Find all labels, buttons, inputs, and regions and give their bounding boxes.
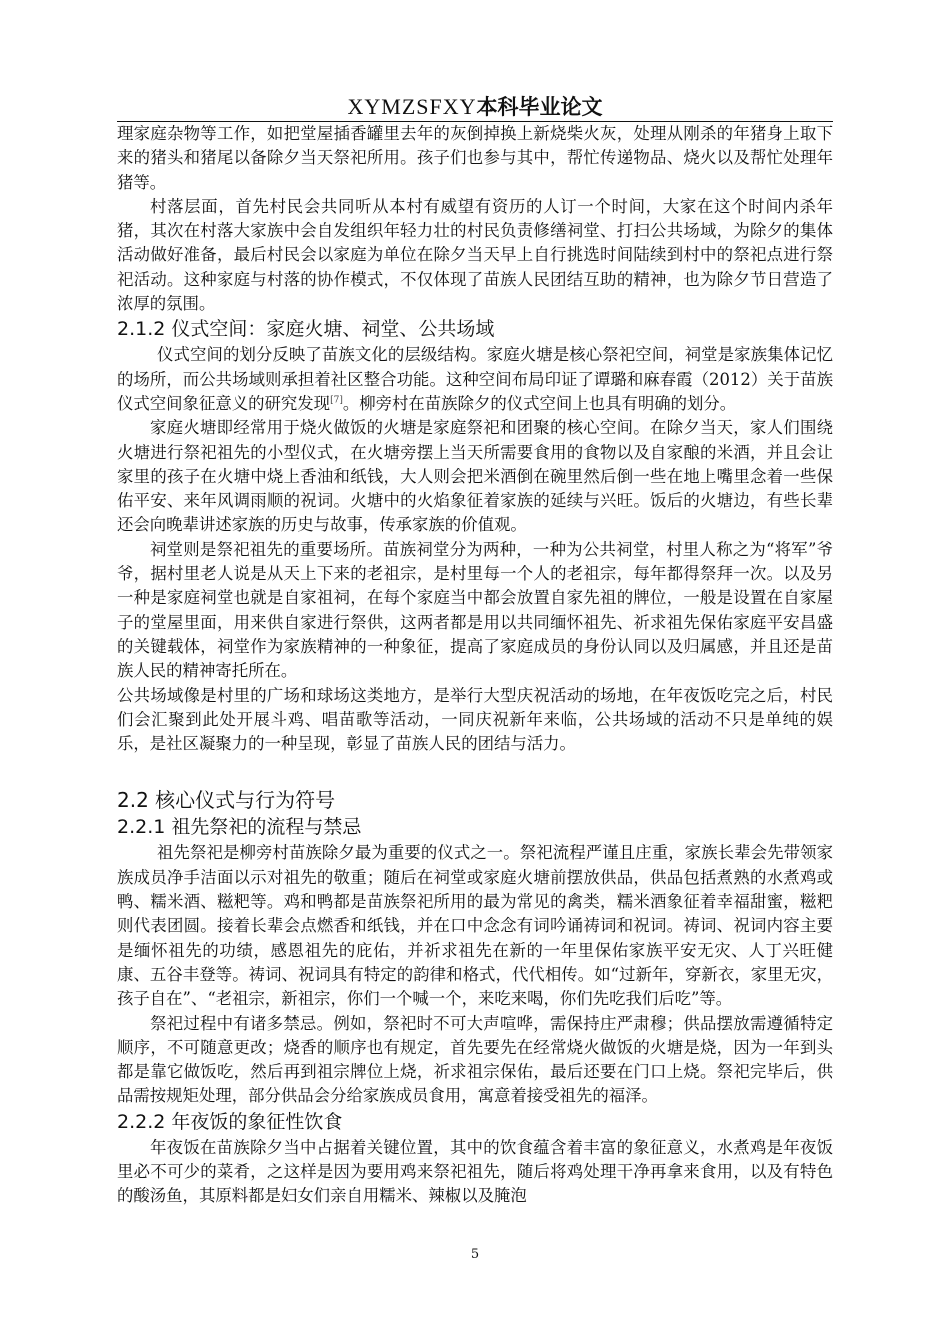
- paragraph-ritual-space-text-a: 仪式空间的划分反映了苗族文化的层级结构。家庭火塘是核心祭祀空间，祠堂是家族集体记忆的场所，而公共场域则承担着社区整合功能。这种空间布局印证了谭璐和麻春霞（2012）关于苗族仪式空间象征意义的研究发现: [117, 345, 833, 413]
- running-header: [117, 93, 833, 122]
- paragraph-ancestral-hall: 祠堂则是祭祀祖先的重要场所。苗族祠堂分为两种，一种为公共祠堂，村里人称之为“将军”爷爷，据村里老人说是从天上下来的老祖宗，是村里每一个人的老祖宗，每年都得祭拜一次。以及另一种是家庭祠堂也就是自家祖祠，在每个家庭当中都会放置自家先祖的牌位，一般是设置在自家屋子的堂屋里面，用来供自家进行祭供，这两者都是用以共同缅怀祖先、祈求祖先保佑家庭平安昌盛的关键载体，祠堂作为家族精神的一种象征，提高了家庭成员的身份认同以及归属感，并且还是苗族人民的精神寄托所在。: [117, 539, 833, 681]
- paragraph-ritual-space: [117, 343, 833, 416]
- section-heading-2-2-1: 2.2.1 祖先祭祀的流程与禁忌: [117, 816, 362, 839]
- header-title: 本科毕业论文: [476, 95, 603, 119]
- page-number: 5: [470, 1247, 480, 1262]
- paragraph-family-hearth: 家庭火塘即经常用于烧火做饭的火塘是家庭祭祀和团聚的核心空间。在除夕当天，家人们围绕火塘进行祭祀祖先的小型仪式，在火塘旁摆上当天所需要食用的食物以及自家酿的米酒，并且会让家里的孩子在火塘中烧上香油和纸钱，大人则会把米酒倒在碗里然后倒一些在地上嘴里念着一些保佑平安、来年风调雨顺的祝词。火塘中的火焰象征着家族的延续与兴旺。饭后的火塘边，有些长辈还会向晚辈讲述家族的历史与故事，传承家族的价值观。: [117, 418, 833, 535]
- paragraph-ritual-space-text-b: 。柳旁村在苗族除夕的仪式空间上也具有明确的划分。: [342, 393, 737, 413]
- body-text: [117, 122, 833, 1209]
- citation-reference: [7]: [330, 395, 343, 406]
- section-spacer: [117, 756, 833, 786]
- paragraph-taboos: 祭祀过程中有诸多禁忌。例如，祭祀时不可大声喧哗，需保持庄严肃穆；供品摆放需遵循特定顺序，不可随意更改；烧香的顺序也有规定，首先要先在经常烧火做饭的火塘是烧，因为一年到头都是靠它做饭吃，然后再到祖宗牌位上烧，祈求祖宗保佑，最后还要在门口上烧。祭祀完毕后，供品需按规矩处理，部分供品会分给家族成员食用，寓意着接受祖先的福泽。: [117, 1013, 833, 1106]
- header-code: XYMZSFXY: [347, 94, 477, 119]
- paragraph-new-year-dinner: 年夜饭在苗族除夕当中占据着关键位置，其中的饮食蕴含着丰富的象征意义，水煮鸡是年夜饭里必不可少的菜肴，之这样是因为要用鸡来祭祀祖先，随后将鸡处理干净再拿来食用，以及有特色的酸汤鱼，其原料都是妇女们亲自用糯米、辣椒以及腌泡: [117, 1137, 833, 1206]
- section-heading-2-2-2: 2.2.2 年夜饭的象征性饮食: [117, 1110, 343, 1133]
- section-heading-2-2: 2.2 核心仪式与行为符号: [117, 788, 336, 813]
- section-heading-2-1-2: 2.1.2 仪式空间：家庭火塘、祠堂、公共场域: [117, 318, 495, 341]
- paragraph-continued: 理家庭杂物等工作，如把堂屋插香罐里去年的灰倒掉换上新烧柴火灰，处理从刚杀的年猪身上取下来的猪头和猪尾以备除夕当天祭祀所用。孩子们也参与其中，帮忙传递物品、烧火以及帮忙处理年猪等。: [117, 124, 833, 192]
- paragraph-ancestor-worship: 祖先祭祀是柳旁村苗族除夕最为重要的仪式之一。祭祀流程严谨且庄重，家族长辈会先带领家族成员净手洁面以示对祖先的敬重；随后在祠堂或家庭火塘前摆放供品，供品包括煮熟的水煮鸡或鸭、糯米酒、糍粑等。鸡和鸭都是苗族祭祀所用的最为常见的禽类，糯米酒象征着幸福甜蜜，糍粑则代表团圆。接着长辈会点燃香和纸钱，并在口中念念有词吟诵祷词和祝词。祷词、祝词内容主要是缅怀祖先的功绩，感恩祖先的庇佑，并祈求祖先在新的一年里保佑家族平安无灾、人丁兴旺健康、五谷丰登等。祷词、祝词具有特定的韵律和格式，代代相传。如“过新年，穿新衣，家里无灾，孩子自在”、“老祖宗，新祖宗，你们一个喊一个，来吃来喝，你们先吃我们后吃”等。: [117, 843, 833, 1009]
- paragraph-public-space: 公共场域像是村里的广场和球场这类地方，是举行大型庆祝活动的场地，在年夜饭吃完之后，村民们会汇聚到此处开展斗鸡、唱苗歌等活动，一同庆祝新年来临，公共场域的活动不只是单纯的娱乐，是社区凝聚力的一种呈现，彰显了苗族人民的团结与活力。: [117, 685, 833, 754]
- paragraph-village-level: 村落层面，首先村民会共同听从本村有威望有资历的人订一个时间，大家在这个时间内杀年猪，其次在村落大家族中会自发组织年轻力壮的村民负责修缮祠堂、打扫公共场域，为除夕的集体活动做好准备，最后村民会以家庭为单位在除夕当天早上自行挑选时间陆续到村中的祭祀点进行祭祀活动。这种家庭与村落的协作模式，不仅体现了苗族人民团结互助的精神，也为除夕节日营造了浓厚的氛围。: [117, 196, 833, 314]
